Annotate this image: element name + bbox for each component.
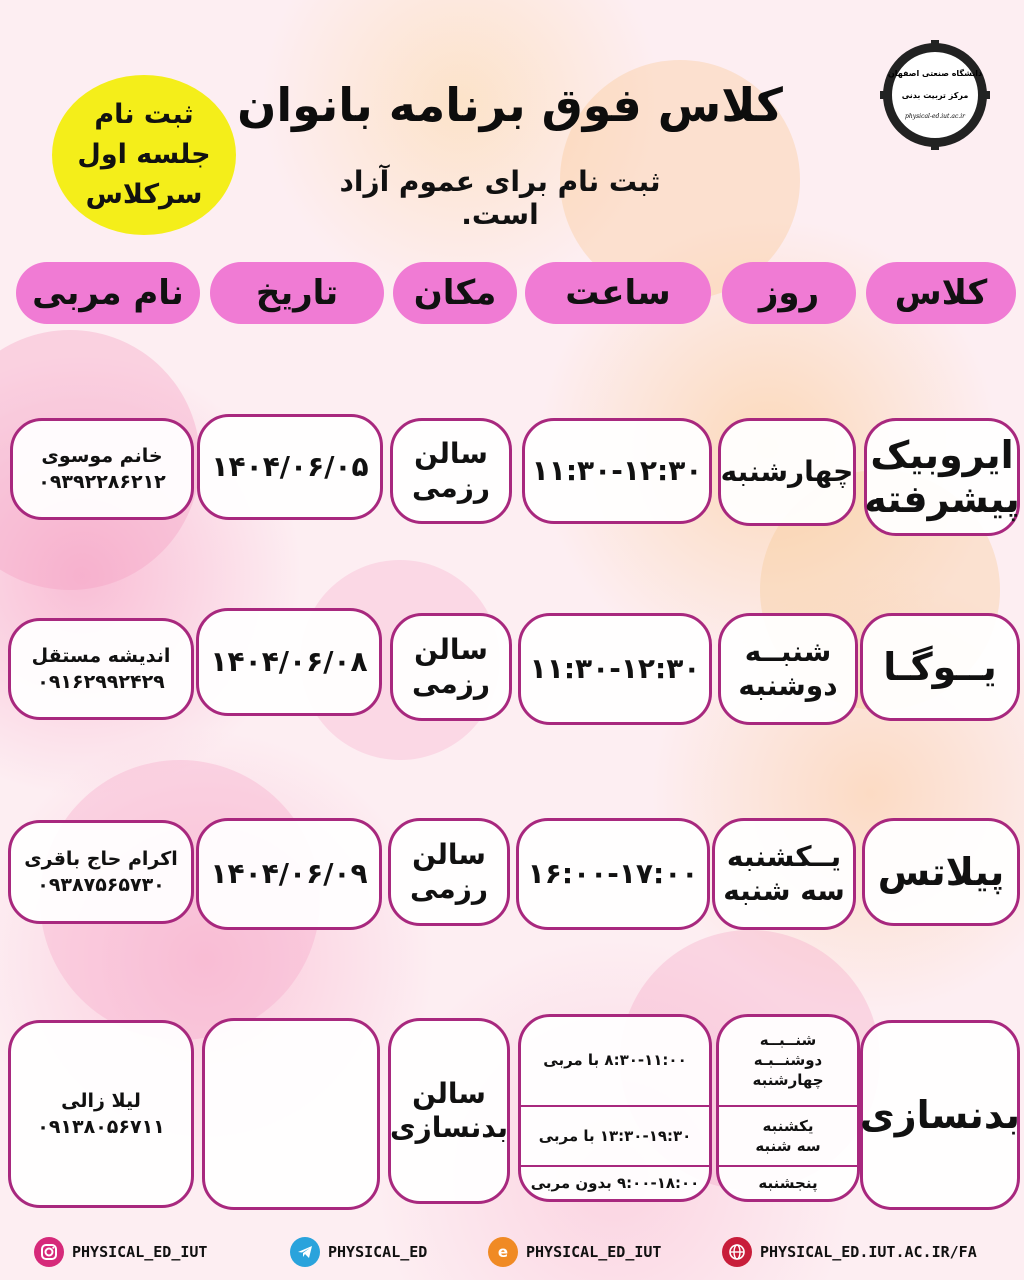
eitaa-handle[interactable]: PHYSICAL_ED_IUT (526, 1243, 662, 1261)
day-text: چهارشنبه (752, 1071, 824, 1089)
time-slot (521, 1167, 709, 1199)
column-header-class: کلاس (866, 262, 1016, 324)
table-row-date (196, 608, 382, 716)
table-row-date (196, 818, 382, 930)
telegram-icon (290, 1237, 320, 1267)
place-line: سالن (412, 838, 486, 871)
badge-line: سرکلاس (85, 179, 203, 210)
instagram-handle[interactable]: PHYSICAL_ED_IUT (72, 1243, 208, 1261)
coach-name: خانم موسوی (41, 445, 163, 467)
place-line: بدنسازی (390, 1111, 508, 1144)
coach-name: اکرام حاج باقری (24, 848, 178, 870)
day-text: پنجشنبه (758, 1174, 818, 1192)
table-row-day (712, 818, 856, 930)
badge-line: جلسه اول (77, 139, 211, 170)
coach-phone: ۰۹۱۳۸۰۵۶۷۱۱ (37, 1116, 165, 1138)
eitaa-icon: e (488, 1237, 518, 1267)
table-row-class (860, 613, 1020, 721)
time-slot (521, 1107, 709, 1165)
column-header-day: روز (722, 262, 856, 324)
table-row-place (388, 1018, 510, 1204)
table-row-time (518, 613, 712, 725)
university-logo (880, 40, 990, 150)
date-text: ۱۴۰۴/۰۶/۰۸ (210, 645, 368, 678)
place-line: رزمی (412, 667, 490, 700)
day-text: شنبــه (744, 635, 832, 668)
day-text: شنــبــه (759, 1031, 817, 1049)
time-text: ۸:۳۰-۱۱:۰۰ با مربی (543, 1051, 687, 1069)
date-text: ۱۴۰۴/۰۶/۰۵ (211, 450, 369, 483)
logo-text-line2: مرکز تربیت بدنی (901, 91, 969, 100)
table-row-day (716, 1014, 860, 1202)
registration-badge (52, 75, 236, 235)
time-text: ۱۳:۳۰-۱۹:۳۰ با مربی (538, 1127, 692, 1145)
table-row-coach (10, 418, 194, 520)
column-header-time: ساعت (525, 262, 711, 324)
website-url[interactable]: PHYSICAL_ED.IUT.AC.IR/FA (760, 1243, 977, 1261)
page-title: کلاس فوق برنامه بانوان (237, 78, 783, 132)
place-line: رزمی (412, 471, 490, 504)
table-row-day (718, 613, 858, 725)
day-group (719, 1017, 857, 1103)
coach-phone: ۰۹۳۸۷۵۶۵۷۳۰ (37, 874, 165, 896)
coach-phone: ۰۹۱۶۲۹۹۲۴۲۹ (37, 671, 165, 693)
class-name: پیلاتس (877, 850, 1005, 894)
instagram-icon (34, 1237, 64, 1267)
day-text: سه شنبه (723, 874, 845, 907)
table-row-place (390, 418, 512, 524)
table-row-time (516, 818, 710, 930)
table-row-date (197, 414, 383, 520)
coach-name: لیلا زالی (61, 1090, 141, 1112)
footer-eitaa[interactable] (488, 1232, 661, 1272)
date-text: ۱۴۰۴/۰۶/۰۹ (210, 857, 368, 890)
logo-text-line3: physical-ed.iut.ac.ir (904, 113, 966, 120)
place-line: رزمی (410, 872, 488, 905)
day-text: دوشنبه (738, 669, 838, 702)
time-slot (521, 1017, 709, 1103)
table-row-coach (8, 1020, 194, 1208)
day-group (719, 1107, 857, 1165)
table-row-time (522, 418, 712, 524)
time-text: ۱۶:۰۰-۱۷:۰۰ (527, 857, 699, 890)
place-line: سالن (414, 633, 488, 666)
time-text: ۹:۰۰-۱۸:۰۰ بدون مربی (530, 1174, 700, 1192)
footer-website[interactable] (722, 1232, 977, 1272)
coach-name: اندیشه مستقل (31, 645, 171, 667)
place-line: سالن (412, 1077, 486, 1110)
time-text: ۱۱:۳۰-۱۲:۳۰ (531, 454, 703, 487)
time-text: ۱۱:۳۰-۱۲:۳۰ (529, 652, 701, 685)
coach-phone: ۰۹۳۹۲۲۸۶۲۱۲ (38, 471, 166, 493)
table-row-coach (8, 820, 194, 924)
footer-telegram[interactable] (290, 1232, 427, 1272)
table-row-class (864, 418, 1020, 536)
table-row-place (388, 818, 510, 926)
table-row-coach (8, 618, 194, 720)
footer-instagram[interactable] (34, 1232, 207, 1272)
class-name: ایروبیک پیشرفته (864, 433, 1020, 521)
table-row-place (390, 613, 512, 721)
telegram-handle[interactable]: PHYSICAL_ED (328, 1243, 428, 1261)
badge-line: ثبت نام (94, 99, 194, 130)
day-text: چهارشنبه (720, 455, 854, 488)
column-header-coach: نام مربی (16, 262, 200, 324)
table-row-date (202, 1018, 380, 1210)
day-text: سه شنبه (755, 1137, 821, 1155)
column-header-place: مکان (393, 262, 517, 324)
column-header-date: تاریخ (210, 262, 384, 324)
table-row-class (860, 1020, 1020, 1210)
logo-text-line1: دانشگاه صنعتی اصفهان (887, 69, 983, 78)
place-line: سالن (414, 437, 488, 470)
day-group (719, 1167, 857, 1199)
day-text: دوشنــبـه (753, 1051, 823, 1069)
table-row-day (718, 418, 856, 526)
table-row-class (862, 818, 1020, 926)
class-name: یــوگـا (883, 645, 997, 689)
page-subtitle: ثبت نام برای عموم آزاد است. (339, 165, 661, 231)
globe-icon (722, 1237, 752, 1267)
day-text: یکشنبه (762, 1117, 814, 1135)
table-row-time (518, 1014, 712, 1202)
day-text: یــکشنبه (726, 840, 842, 873)
class-name: بدنسازی (859, 1093, 1021, 1137)
